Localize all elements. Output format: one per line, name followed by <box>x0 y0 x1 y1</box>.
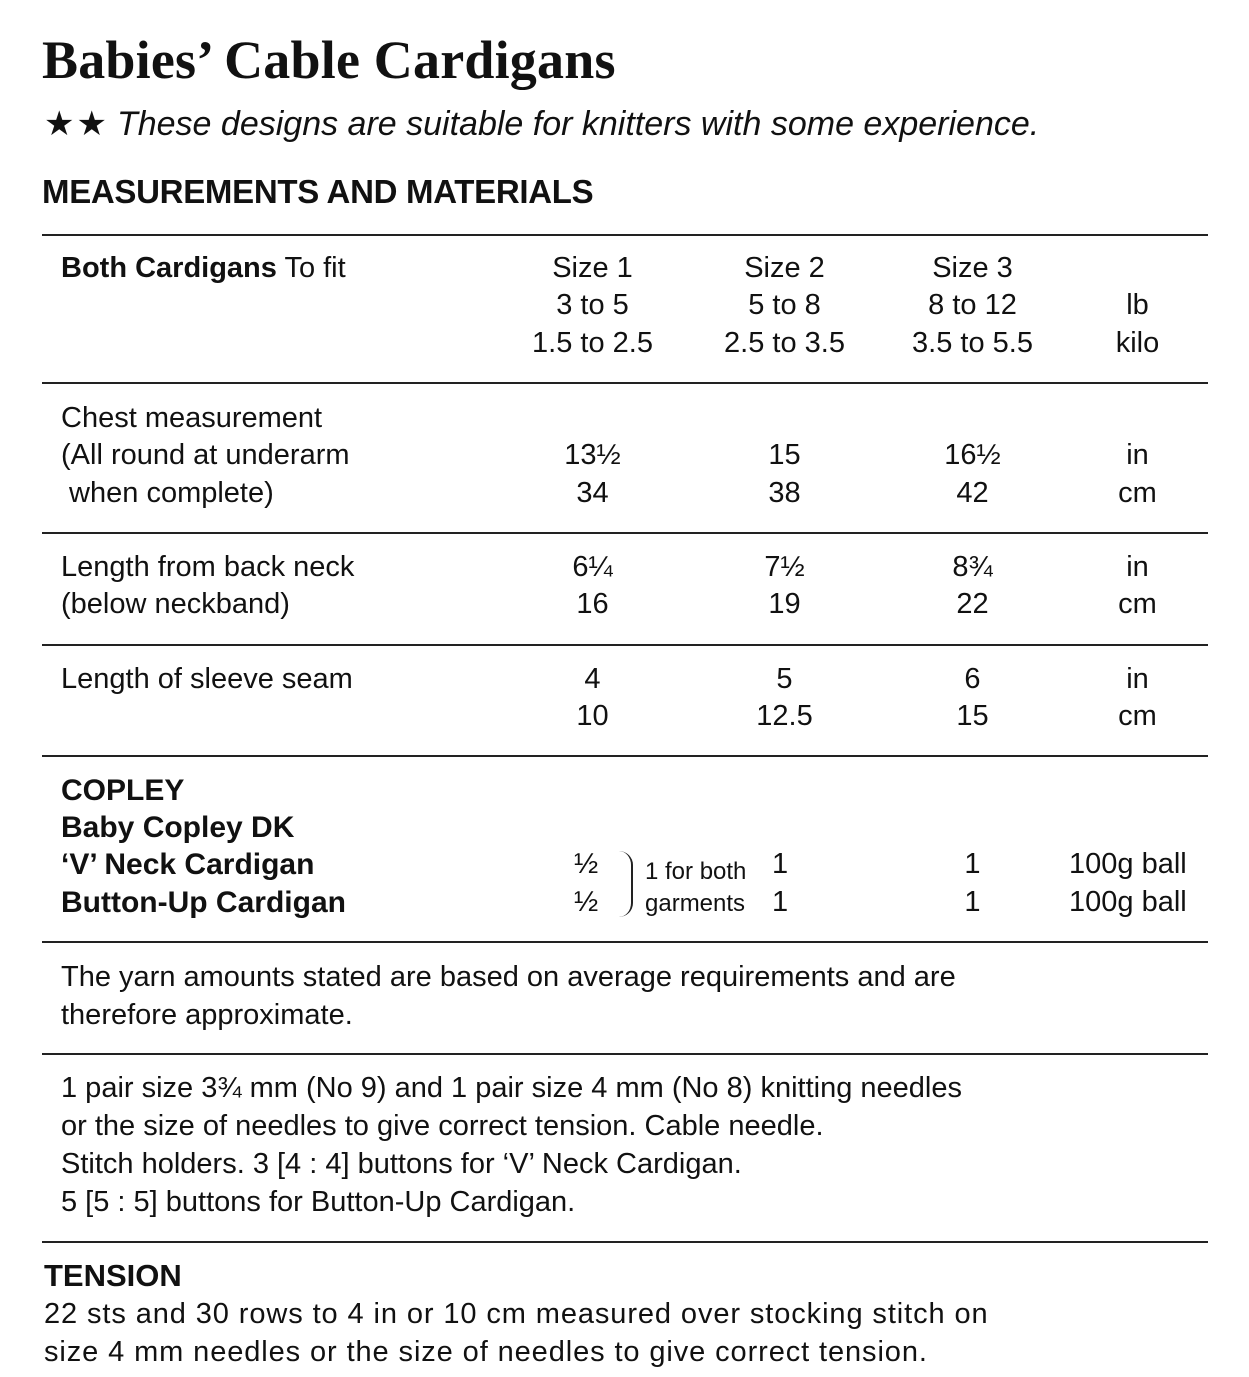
divider <box>42 532 1208 534</box>
needles-line: 5 [5 : 5] buttons for Button-Up Cardigan. <box>61 1186 576 1218</box>
size-2-name: Size 2 <box>744 252 825 284</box>
yarn-item-button-up-label: Button-Up Cardigan <box>61 886 346 919</box>
brace-icon <box>617 851 633 917</box>
button-up-size-3: 1 <box>964 886 981 918</box>
v-neck-unit: 100g ball <box>1069 848 1187 880</box>
sleeve-unit-cm: cm <box>1118 700 1157 732</box>
needles-line: or the size of needles to give correct tension. Cable needle. <box>61 1110 824 1142</box>
tension-line: 22 sts and 30 rows to 4 in or 10 cm measured over stocking stitch on <box>44 1298 989 1330</box>
size-3-kilo: 3.5 to 5.5 <box>912 327 1033 359</box>
difficulty-line <box>44 102 1039 146</box>
chest-size-3-in: 16½ <box>944 439 1001 471</box>
divider <box>42 755 1208 757</box>
sleeve-unit-in: in <box>1126 663 1149 695</box>
sleeve-size-2-in: 5 <box>776 663 793 695</box>
size-2-kilo: 2.5 to 3.5 <box>724 327 845 359</box>
v-neck-size-1: ½ <box>574 848 599 880</box>
length-size-2-in: 7½ <box>764 551 805 583</box>
page-title: Babies’ Cable Cardigans <box>42 30 616 90</box>
chest-label-line: when complete) <box>61 477 274 509</box>
header-label-bold: Both Cardigans <box>61 252 277 284</box>
chest-size-1-cm: 34 <box>576 477 609 509</box>
length-size-2-cm: 19 <box>768 588 801 620</box>
divider <box>42 1053 1208 1055</box>
size-2-lb: 5 to 8 <box>748 289 821 321</box>
length-size-3-in: 8¾ <box>952 551 993 583</box>
length-size-1-in: 6¼ <box>572 551 613 583</box>
divider <box>42 644 1208 646</box>
size-1-lb: 3 to 5 <box>556 289 629 321</box>
header-label <box>61 250 501 288</box>
size-1-kilo: 1.5 to 2.5 <box>532 327 653 359</box>
length-unit-cm: cm <box>1118 588 1157 620</box>
v-neck-size-2: 1 <box>772 848 789 880</box>
needles-line: 1 pair size 3¾ mm (No 9) and 1 pair size 4 mm (No 8) knitting needles <box>61 1072 962 1104</box>
both-garments-note: 1 for both <box>645 858 747 885</box>
sleeve-size-1-cm: 10 <box>576 700 609 732</box>
chest-unit-cm: cm <box>1118 477 1157 509</box>
sleeve-size-3-in: 6 <box>964 663 981 695</box>
size-1-name: Size 1 <box>552 252 633 284</box>
yarn-note-line: therefore approximate. <box>61 999 353 1031</box>
divider <box>42 382 1208 384</box>
header-label-rest: To fit <box>276 252 346 284</box>
needles-line: Stitch holders. 3 [4 : 4] buttons for ‘V’ Neck Cardigan. <box>61 1148 742 1180</box>
length-unit-in: in <box>1126 551 1149 583</box>
chest-size-2-in: 15 <box>768 439 801 471</box>
section-heading: MEASUREMENTS AND MATERIALS <box>42 173 594 210</box>
sleeve-size-3-cm: 15 <box>956 700 989 732</box>
button-up-size-1: ½ <box>574 886 599 918</box>
chest-size-3-cm: 42 <box>956 477 989 509</box>
chest-unit-in: in <box>1126 439 1149 471</box>
tension-heading: TENSION <box>44 1258 182 1293</box>
yarn-brand: COPLEY <box>61 774 185 807</box>
length-size-1-cm: 16 <box>576 588 609 620</box>
length-label-line: Length from back neck <box>61 551 355 583</box>
difficulty-stars-icon: ★★ <box>44 105 109 143</box>
sleeve-label: Length of sleeve seam <box>61 663 353 695</box>
sleeve-size-1-in: 4 <box>584 663 601 695</box>
yarn-note-line: The yarn amounts stated are based on average requirements and are <box>61 961 956 993</box>
divider <box>42 941 1208 943</box>
divider <box>42 1241 1208 1243</box>
chest-label-line: (All round at underarm <box>61 439 350 471</box>
unit-kilo: kilo <box>1115 327 1160 359</box>
size-3-lb: 8 to 12 <box>928 289 1017 321</box>
chest-size-1-in: 13½ <box>564 439 621 471</box>
both-garments-note: garments <box>645 890 746 917</box>
chest-label-line: Chest measurement <box>61 402 323 434</box>
tension-line: size 4 mm needles or the size of needles to give correct tension. <box>44 1336 928 1368</box>
v-neck-size-3: 1 <box>964 848 981 880</box>
size-3-name: Size 3 <box>932 252 1013 284</box>
yarn-item-v-neck-label: ‘V’ Neck Cardigan <box>61 848 315 881</box>
length-label-line: (below neckband) <box>61 588 290 620</box>
divider <box>42 234 1208 236</box>
difficulty-text: These designs are suitable for knitters with some experience. <box>116 105 1040 143</box>
button-up-unit: 100g ball <box>1069 886 1187 918</box>
chest-size-2-cm: 38 <box>768 477 801 509</box>
sleeve-size-2-cm: 12.5 <box>756 700 813 732</box>
yarn-name: Baby Copley DK <box>61 811 295 844</box>
unit-lb: lb <box>1126 289 1149 321</box>
length-size-3-cm: 22 <box>956 588 989 620</box>
button-up-size-2: 1 <box>772 886 789 918</box>
